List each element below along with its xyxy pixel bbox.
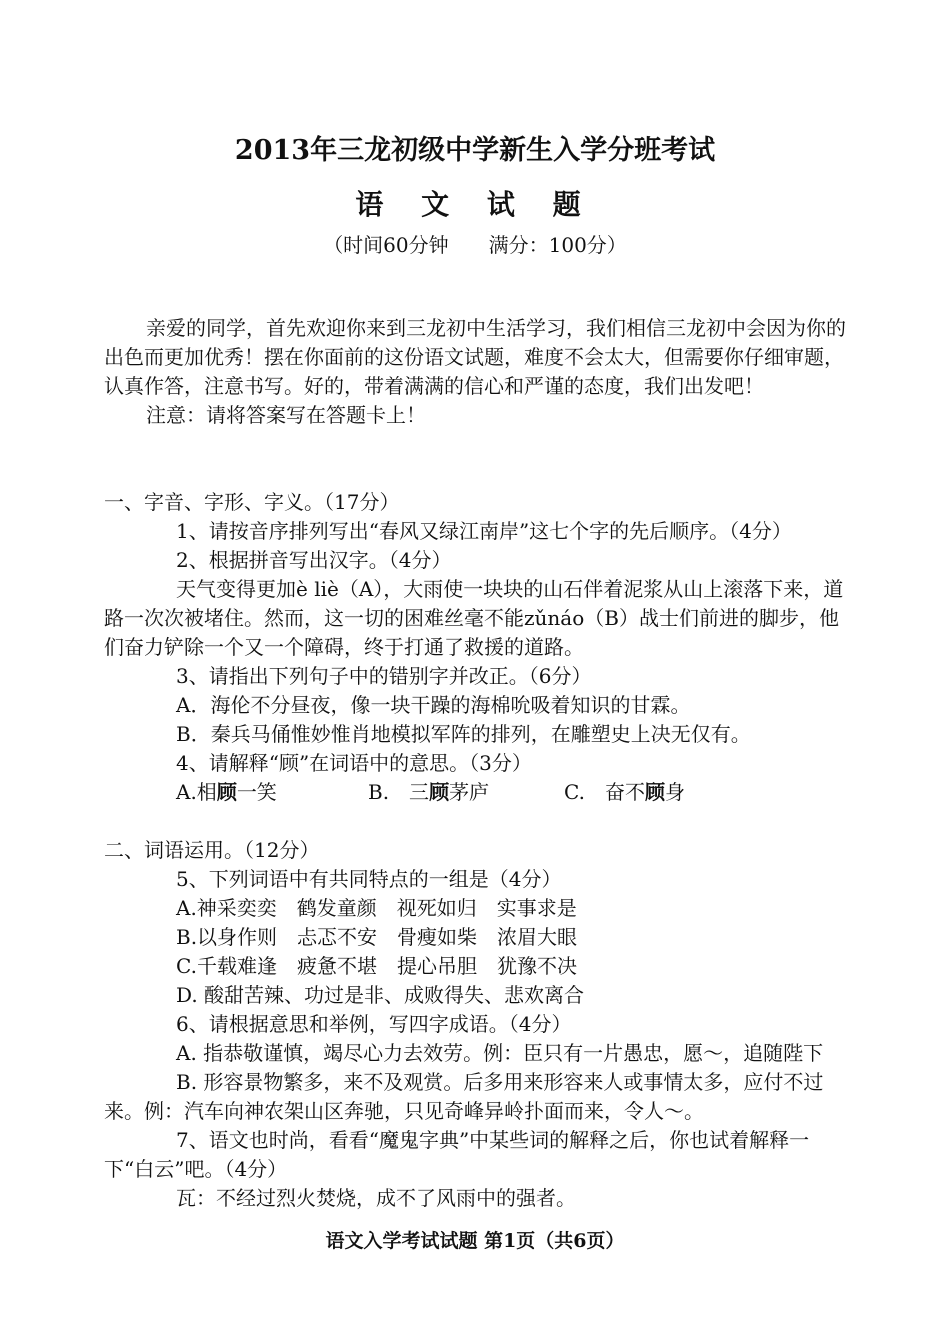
section2-heading: 二、词语运用。（12分）: [104, 838, 320, 862]
question-2: 2、根据拼音写出汉字。（4分）: [176, 548, 452, 572]
question-7: 7、语文也时尚，看看“魔鬼字典”中某些词的解释之后，你也试着解释一下“白云”吧。（4分）: [104, 1128, 810, 1181]
question-1: 1、请按音序排列写出“春风又绿江南岸”这七个字的先后顺序。（4分）: [176, 519, 792, 543]
question-6-a: A. 指恭敬谨慎，竭尽心力去效劳。例：臣只有一片愚忠，愿～，追随陛下: [176, 1041, 824, 1065]
question-6: 6、请根据意思和举例，写四字成语。（4分）: [176, 1012, 572, 1036]
question-7-example: 瓦：不经过烈火焚烧，成不了风雨中的强者。: [176, 1186, 576, 1210]
time-info: （时间60分钟 满分：100分）: [323, 233, 627, 257]
question-3-b: B．秦兵马俑惟妙惟肖地模拟军阵的排列，在雕塑史上决无仅有。: [176, 722, 751, 746]
question-6-b: B. 形容景物繁多，来不及观赏。后多用来形容来人或事情太多，应付不过来。例：汽车向神农架山区奔驰，只见奇峰异岭扑面而来，令人～。: [104, 1070, 824, 1123]
question-5-a: A.神采奕奕 鹤发童颜 视死如归 实事求是: [176, 896, 577, 920]
question-5-c: C.千载难逢 疲惫不堪 提心吊胆 犹豫不决: [176, 954, 577, 978]
question-3: 3、请指出下列句子中的错别字并改正。（6分）: [176, 664, 592, 688]
question-4-option-b: B. 三顾茅庐: [368, 780, 490, 804]
question-5-d: D. 酸甜苦辣、功过是非、成败得失、悲欢离合: [176, 983, 585, 1007]
intro-greeting: 亲爱的同学，首先欢迎你来到三龙初中生活学习，我们相信三龙初中会因为你的出色而更加优秀！摆在你面前的这份语文试题，难度不会太大，但需要你仔细审题，认真作答，注意书写。好的，带着满满的信心和严谨的态度，我们出发吧！: [104, 316, 846, 398]
question-4-options: [104, 778, 848, 807]
subject-title: 语 文 试 题: [355, 188, 595, 221]
question-5: 5、下列词语中有共同特点的一组是（4分）: [176, 867, 562, 891]
question-5-b: B.以身作则 忐忑不安 骨瘦如柴 浓眉大眼: [176, 925, 578, 949]
question-3-a: A．海伦不分昼夜，像一块干躁的海棉吮吸着知识的甘霖。: [176, 693, 691, 717]
page-footer: 语文入学考试试题 第1页（共6页）: [325, 1230, 625, 1252]
exam-content: [104, 314, 848, 1213]
intro-notice: 注意：请将答案写在答题卡上！: [146, 403, 426, 427]
question-4: 4、请解释“顾”在词语中的意思。（3分）: [176, 751, 532, 775]
question-2-text: 天气变得更加è liè（A），大雨使一块块的山石伴着泥浆从山上滚落下来，道路一次次被堵住。然而，这一切的困难丝毫不能zǔnáo（B）战士们前进的脚步，他们奋力铲除一个又一个障碍，终于打通了救援的道路。: [104, 577, 844, 659]
question-4-option-c: C. 奋不顾身: [564, 780, 685, 804]
exam-title: 2013年三龙初级中学新生入学分班考试: [234, 135, 716, 166]
question-4-option-a: A.相顾一笑: [176, 780, 277, 804]
section1-heading: 一、字音、字形、字义。（17分）: [104, 490, 400, 514]
